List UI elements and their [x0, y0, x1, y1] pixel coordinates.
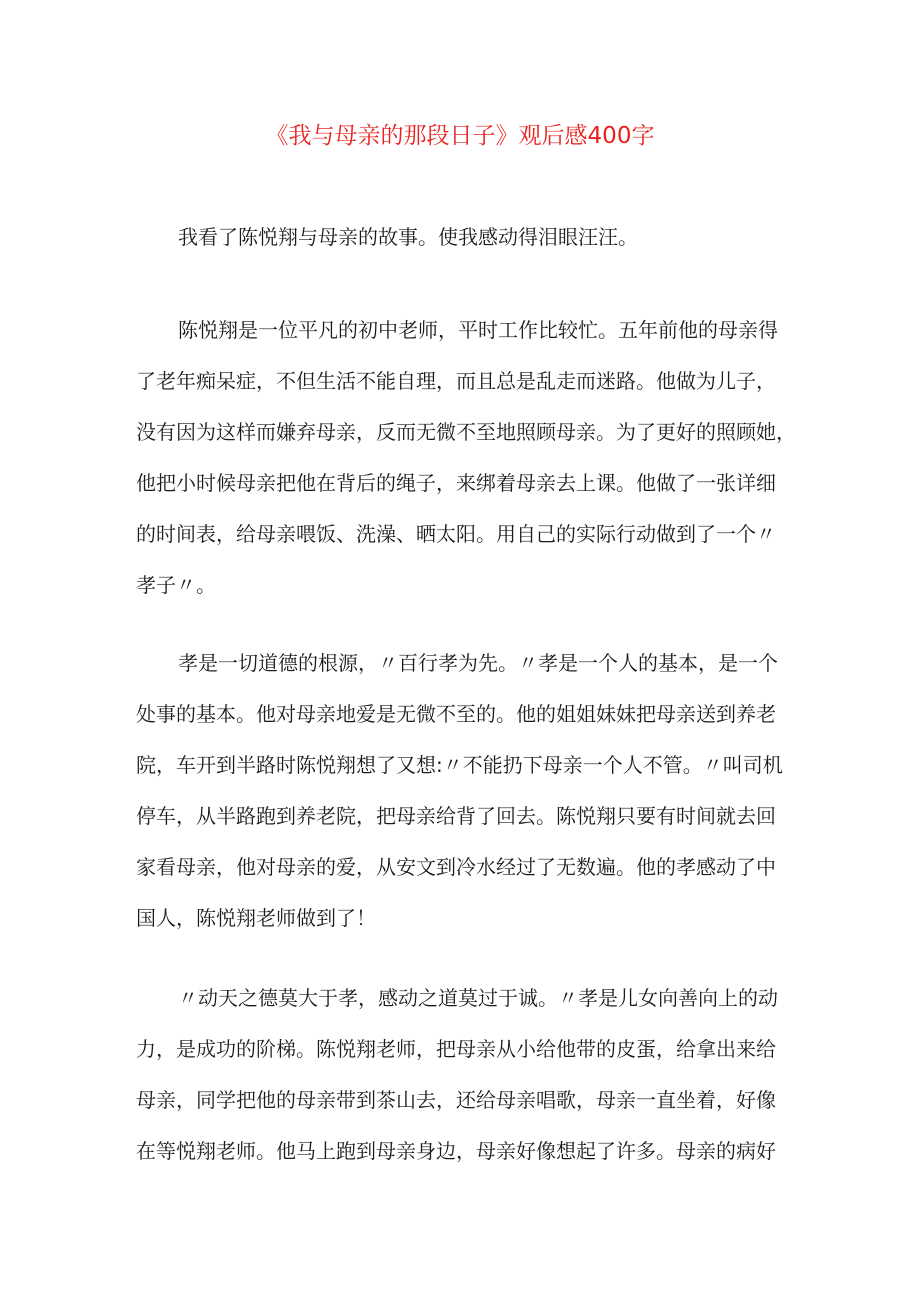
- paragraph-line: 国人，陈悦翔老师做到了！: [136, 906, 376, 930]
- paragraph-line: 力，是成功的阶梯。陈悦翔老师，把母亲从小给他带的皮蛋，给拿出来给: [136, 1037, 776, 1061]
- paragraph-line: 在等悦翔老师。他马上跑到母亲身边，母亲好像想起了许多。母亲的病好: [136, 1139, 776, 1163]
- paragraph-line: 我看了陈悦翔与母亲的故事。使我感动得泪眼汪汪。: [178, 225, 638, 249]
- paragraph-line: 他把小时候母亲把他在背后的绳子，来绑着母亲去上课。他做了一张详细: [136, 471, 776, 495]
- paragraph-3: [136, 638, 792, 944]
- paragraph-line: 院，车开到半路时陈悦翔想了又想:〃不能扔下母亲一个人不管。〃叫司机: [136, 753, 783, 777]
- paragraph-line: 孝子〃。: [136, 573, 216, 597]
- paragraph-2: [136, 305, 796, 611]
- document-title: 《我与母亲的那段日子》观后感400字: [265, 123, 655, 149]
- paragraph-line: 处事的基本。他对母亲地爱是无微不至的。他的姐姐妹妹把母亲送到养老: [136, 702, 776, 726]
- paragraph-4: [136, 973, 792, 1177]
- paragraph-1: [136, 212, 792, 263]
- paragraph-line: 停车，从半路跑到养老院，把母亲给背了回去。陈悦翔只要有时间就去回: [136, 804, 776, 828]
- paragraph-line: 母亲，同学把他的母亲带到茶山去，还给母亲唱歌，母亲一直坐着，好像: [136, 1088, 776, 1112]
- paragraph-line: 了老年痴呆症，不但生活不能自理，而且总是乱走而迷路。他做为儿子，: [136, 369, 776, 393]
- paragraph-line: 的时间表，给母亲喂饭、洗澡、晒太阳。用自己的实际行动做到了一个〃: [136, 522, 776, 546]
- paragraph-line: 陈悦翔是一位平凡的初中老师，平时工作比较忙。五年前他的母亲得: [178, 318, 778, 342]
- paragraph-line: 〃动天之德莫大于孝，感动之道莫过于诚。〃孝是儿女向善向上的动: [178, 986, 778, 1010]
- paragraph-line: 孝是一切道德的根源，〃百行孝为先。〃孝是一个人的基本，是一个: [178, 651, 778, 675]
- paragraph-line: 没有因为这样而嫌弃母亲，反而无微不至地照顾母亲。为了更好的照顾她，: [136, 420, 796, 444]
- paragraph-line: 家看母亲，他对母亲的爱，从安文到冷水经过了无数遍。他的孝感动了中: [136, 855, 776, 879]
